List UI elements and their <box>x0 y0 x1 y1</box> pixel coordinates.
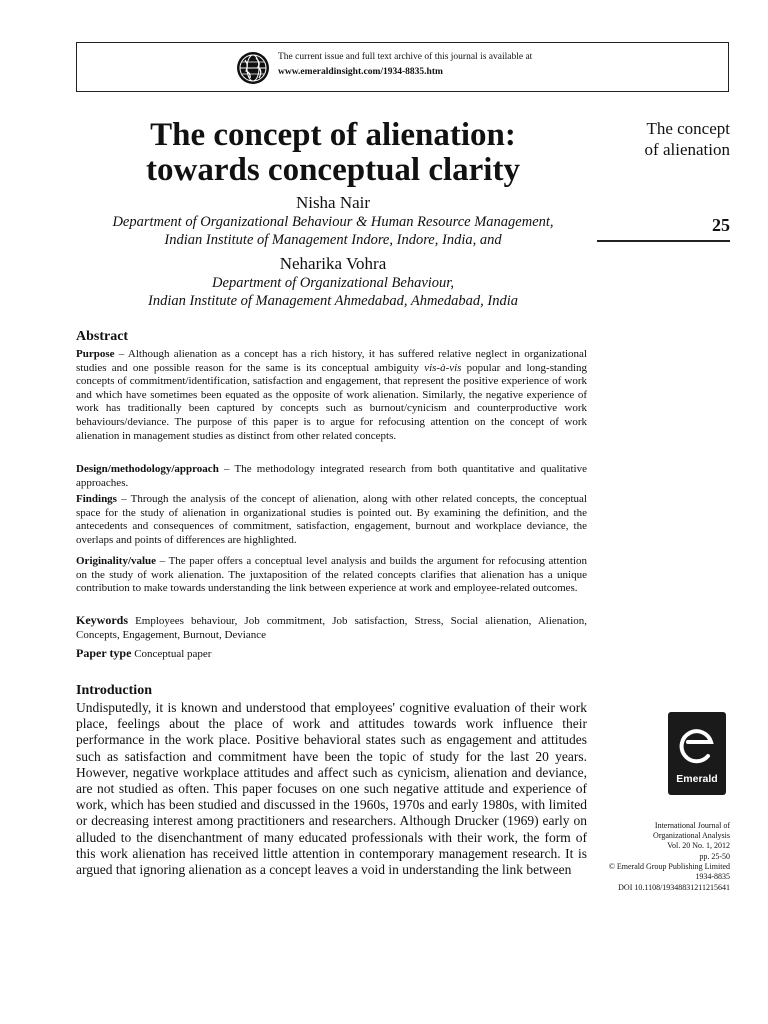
citation-copyright: © Emerald Group Publishing Limited <box>608 862 730 871</box>
notice-text: The current issue and full text archive of this journal is available at <box>278 52 533 62</box>
author-name: Neharika Vohra <box>279 254 387 273</box>
introduction-body: Undisputedly, it is known and understood that employees' cognitive evaluation of their work place, feelings about the place of work and attitudes towards work influence their performance in the work place. Positive behavioral states such as engagement and attitudes such as satisfaction and commitment have been the topic of study for the last 20 years. However, negative workplace attitudes and affect such as cynicism, alienation and deviance, are not studied as often. This paper focuses on one such negative attitude and experience of work, which has been studied and discussed in the 1960s, 1970s and early 1980s, with limited or decreasing interest among practitioners and researchers. Although Drucker (1969) early on alluded to the disenchantment of many educated professionals with their work, the form of this work alienation has received little attention in contemporary management research. It is argued that ignoring alienation as a concept leaves a void in understanding the link between <box>76 700 587 878</box>
citation-journal: Organizational Analysis <box>653 831 730 840</box>
author-affiliation: Department of Organizational Behaviour, <box>212 275 454 291</box>
abstract-paper-type <box>76 647 587 662</box>
purpose-text: popular and long-standing concepts of commitment/identification, satisfaction and engagement, that represent the positive experience of work and which have sometimes been equated as the opposite of work alienation. Similarly, the negative experience of work has traditionally been captured by concepts such as burnout/cynicism and counterproductive work behaviours/deviance. The purpose of this paper is to argue for refocusing attention on the concept of work alienation in management studies as distinct from other related concepts. <box>76 361 587 442</box>
abstract-design <box>76 463 587 490</box>
design-text: – The methodology integrated research from both quantitative and qualitative approaches. <box>76 463 587 489</box>
abstract-originality <box>76 555 587 596</box>
abstract-purpose <box>76 348 587 443</box>
running-head-line-2: of alienation <box>644 140 730 159</box>
author-affiliation: Department of Organizational Behaviour & Human Resource Management, <box>112 214 554 230</box>
findings-label: Findings <box>76 493 117 505</box>
running-head-divider <box>597 240 730 242</box>
paper-type-label: Paper type <box>76 646 132 660</box>
emerald-logo-text: Emerald <box>676 773 718 785</box>
paper-type-text: Conceptual paper <box>131 648 212 660</box>
purpose-label: Purpose <box>76 348 115 360</box>
design-label: Design/methodology/approach <box>76 463 219 475</box>
abstract-heading: Abstract <box>76 329 129 344</box>
citation-issn: 1934-8835 <box>695 872 730 881</box>
page-number: 25 <box>712 215 730 235</box>
article-title-line-2: towards conceptual clarity <box>146 152 520 188</box>
running-head-line-1: The concept <box>646 119 730 138</box>
notice-url-link[interactable]: www.emeraldinsight.com/1934-8835.htm <box>278 67 443 77</box>
keywords-text: Employees behaviour, Job commitment, Job satisfaction, Stress, Social alienation, Alienation, Concepts, Engagement, Burnout, Deviance <box>76 615 587 641</box>
purpose-italic-text: vis-à-vis <box>424 361 462 374</box>
introduction-heading: Introduction <box>76 683 152 698</box>
globe-icon <box>236 51 270 85</box>
author-affiliation: Indian Institute of Management Ahmedabad, Ahmedabad, India <box>148 293 518 309</box>
purpose-text: – Although alienation as a concept has a rich history, it has suffered relative neglect in organizational studies and one possible reason for the same is its conceptual ambiguity <box>76 348 587 374</box>
author-affiliation: Indian Institute of Management Indore, Indore, India, and <box>164 232 502 248</box>
citation-doi: DOI 10.1108/19348831211215641 <box>618 883 730 892</box>
author-name: Nisha Nair <box>295 193 371 212</box>
originality-label: Originality/value <box>76 555 157 567</box>
abstract-keywords <box>76 614 587 642</box>
citation-journal: International Journal of <box>654 821 730 830</box>
findings-text: – Through the analysis of the concept of alienation, along with other related concepts, the conceptual space for the study of alienation in organizational studies is pointed out. By examining the definition, and the antecedents and consequences of commitment, satisfaction, engagement, burnout and workplace deviance, the overlaps and points of differences are highlighted. <box>76 493 587 546</box>
article-title-line-1: The concept of alienation: <box>150 117 516 153</box>
citation-volume: Vol. 20 No. 1, 2012 <box>667 841 730 850</box>
citation-pages: pp. 25-50 <box>699 852 730 861</box>
keywords-label: Keywords <box>76 613 128 627</box>
abstract-findings <box>76 493 587 547</box>
originality-text: – The paper offers a conceptual level analysis and builds the argument for refocusing attention on the study of work alienation. The juxtaposition of the related concepts clarifies that alienation has a unique contribution to make towards understanding the link between experience at work and employee-related outcomes. <box>76 555 587 595</box>
